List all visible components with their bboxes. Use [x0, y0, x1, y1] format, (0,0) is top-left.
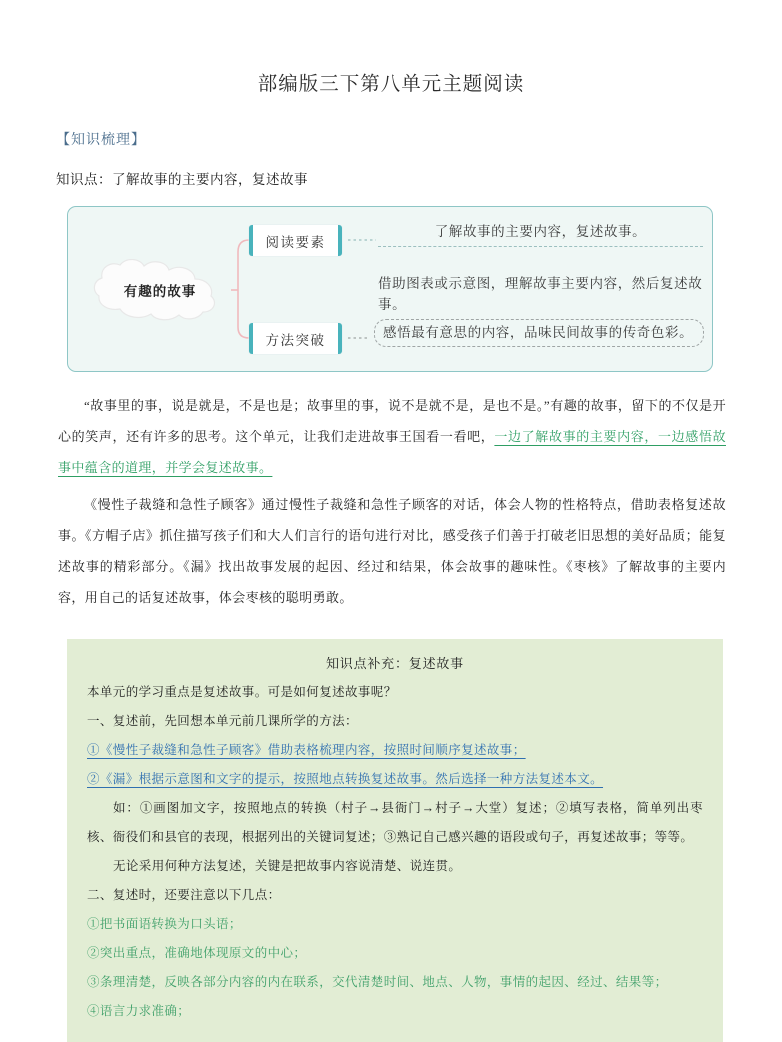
supplement-blue-item-1: ①《慢性子裁缝和急性子顾客》借助表格梳理内容，按照时间顺序复述故事； — [87, 743, 526, 757]
supplement-box — [67, 639, 723, 1042]
paragraph-1-highlighted-text: 一边了解故事的主要内容，一边感悟故事中蕴含的道理，并学会复述故事。 — [58, 429, 726, 475]
supplement-blue-item-2: ②《漏》根据示意图和文字的提示，按照地点转换复述故事。然后选择一种方法复述本文。 — [87, 772, 604, 786]
mindmap-branch-text-3: 感悟最有意思的内容，品味民间故事的传奇色彩。 — [374, 319, 704, 347]
supplement-box-title: 知识点补充：复述故事 — [325, 656, 464, 671]
mindmap-root-label: 有趣的故事 — [123, 284, 197, 299]
mindmap-root-node — [90, 259, 230, 321]
supplement-green-item-3: ③条理清楚，反映各部分内容的内在联系，交代清楚时间、地点、人物，事情的起因、经过、结果等； — [87, 975, 668, 989]
body-paragraph-2: 《慢性子裁缝和急性子顾客》通过慢性子裁缝和急性子顾客的对话，体会人物的性格特点，借助表格复述故事。《方帽子店》抓住描写孩子们和大人们言行的语句进行对比，感受孩子们善于打破老旧思想的美好品质；能复述故事的精彩部分。《漏》找出故事发展的起因、经过和结果，体会故事的趣味性。《枣核》了解故事的主要内容，用自己的话复述故事，体会枣核的聪明勇敢。 — [58, 497, 726, 605]
paragraph-1-plain-text: “故事里的事，说是就是，不是也是；故事里的事，说不是就不是，是也不是。”有趣的故事，留下的不仅是开心的笑声，还有许多的思考。这个单元，让我们走进故事王国看一看吧， — [58, 398, 726, 444]
mindmap-node-reading-elements — [249, 225, 342, 256]
page-title: 部编版三下第八单元主题阅读 — [257, 74, 525, 95]
mindmap-node-method-breakthrough — [249, 323, 342, 354]
mindmap-branch-text-1: 了解故事的主要内容，复述故事。 — [378, 221, 703, 247]
knowledge-section-heading: 【知识梳理】 — [56, 133, 146, 148]
mindmap-branch-text-2: 借助图表或示意图，理解故事主要内容，然后复述故事。 — [378, 276, 703, 312]
supplement-closing-text: 无论采用何种方法复述，关键是把故事内容说清楚、说连贯。 — [113, 859, 462, 873]
mindmap-diagram — [67, 206, 713, 372]
supplement-part-one-heading: 一、复述前，先回想本单元前几课所学的方法： — [87, 714, 358, 728]
supplement-green-item-1: ①把书面语转换为口头语； — [87, 917, 242, 931]
supplement-green-item-2: ②突出重点，准确地体现原文的中心； — [87, 946, 307, 960]
mindmap-node-label: 阅读要素 — [265, 234, 326, 250]
mindmap-node-label: 方法突破 — [265, 332, 326, 348]
body-paragraph-1 — [58, 390, 726, 483]
supplement-green-item-4: ④语言力求准确； — [87, 1004, 191, 1018]
supplement-intro-line: 本单元的学习重点是复述故事。可是如何复述故事呢？ — [87, 685, 397, 699]
supplement-example-text: 如：①画图加文字，按照地点的转换（村子→县衙门→村子→大堂）复述；②填写表格，简单列出枣核、衙役们和县官的表现，根据列出的关键词复述；③熟记自己感兴趣的语段或句子，再复述故事；等等。 — [87, 801, 703, 844]
knowledge-point-line: 知识点：了解故事的主要内容，复述故事 — [56, 172, 308, 187]
supplement-part-two-heading: 二、复述时，还要注意以下几点： — [87, 888, 281, 902]
